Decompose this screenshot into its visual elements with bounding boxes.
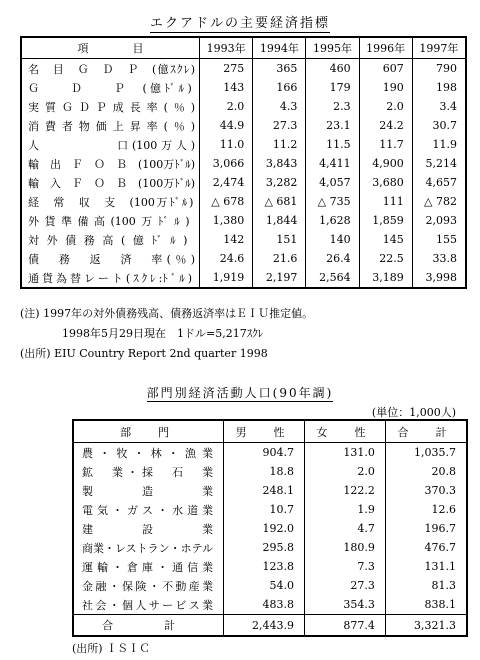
cell-value: 196.7 <box>385 519 467 538</box>
unit-label: (単位：1,000人) <box>371 406 456 419</box>
cell-value: 198 <box>412 78 466 97</box>
column-header-item: 項 目 <box>21 37 200 59</box>
cell-value: 33.8 <box>412 249 466 268</box>
table-row <box>21 154 466 173</box>
row-label: 金融・保険・不動産業 <box>82 579 214 593</box>
column-header-year: 1994年 <box>253 37 306 59</box>
cell-value: 7.3 <box>305 557 386 576</box>
table-row <box>21 230 466 249</box>
table-row <box>73 481 467 500</box>
cell-value: 140 <box>306 230 359 249</box>
cell-value: 123.8 <box>224 557 305 576</box>
table-header-row <box>73 420 467 443</box>
row-label: 製 造 業 <box>82 484 214 498</box>
cell-value: 21.6 <box>253 249 306 268</box>
cell-value: 2,197 <box>253 268 306 288</box>
row-label: 農・牧・林・漁業 <box>82 446 214 460</box>
row-label: Ｇ Ｄ Ｐ (億ﾄﾞﾙ) <box>28 81 192 95</box>
row-label: 対外債務高(億ﾄﾞﾙ) <box>28 233 188 247</box>
cell-value: 12.6 <box>385 500 467 519</box>
table-row <box>73 519 467 538</box>
cell-value: 483.8 <box>224 595 305 615</box>
cell-value: 180.9 <box>305 538 386 557</box>
cell-value: △ 735 <box>306 192 359 211</box>
table-row <box>21 116 466 135</box>
cell-value: 3,843 <box>253 154 306 173</box>
total-value: 3,321.3 <box>385 615 467 637</box>
cell-value: 3,680 <box>359 173 412 192</box>
row-label: 運輸・倉庫・通信業 <box>82 560 214 574</box>
row-label: 通貨為替レート(ｽｸﾚ:ﾄﾞﾙ) <box>28 271 193 285</box>
cell-value: 2,093 <box>412 211 466 230</box>
cell-value: 24.2 <box>359 116 412 135</box>
table-row <box>21 268 466 288</box>
cell-value: 27.3 <box>305 576 386 595</box>
cell-value: 122.2 <box>305 481 386 500</box>
cell-value: 143 <box>200 78 253 97</box>
cell-value: 155 <box>412 230 466 249</box>
row-label: 鉱 業・採 石 業 <box>82 465 214 479</box>
row-label: 債 務 返 済 率(％) <box>28 252 196 266</box>
column-header-year: 1997年 <box>412 37 466 59</box>
cell-value: 1,844 <box>253 211 306 230</box>
cell-value: 476.7 <box>385 538 467 557</box>
row-label: 電気・ガス・水道業 <box>82 503 214 517</box>
table-row <box>73 538 467 557</box>
cell-value: 145 <box>359 230 412 249</box>
cell-value: 4,411 <box>306 154 359 173</box>
cell-value: 26.4 <box>306 249 359 268</box>
column-header-sector: 部 門 <box>73 420 224 443</box>
cell-value: 190 <box>359 78 412 97</box>
table-row <box>21 78 466 97</box>
cell-value: 295.8 <box>224 538 305 557</box>
cell-value: 11.7 <box>359 135 412 154</box>
table-row <box>73 557 467 576</box>
cell-value: △ 678 <box>200 192 253 211</box>
cell-value: 11.2 <box>253 135 306 154</box>
exchange-rate-note: 1998年5月29日現在 1ドル=5,217ｽｸﾚ <box>62 327 264 340</box>
cell-value: 27.3 <box>253 116 306 135</box>
cell-value: 151 <box>253 230 306 249</box>
cell-value: 1,035.7 <box>385 443 467 463</box>
table-note: (注) 1997年の対外債務残高、債務返済率はＥＩＵ推定値。 <box>20 307 314 320</box>
row-label: 消費者物価上昇率(％) <box>28 119 196 133</box>
cell-value: 460 <box>306 59 359 79</box>
table-row <box>73 576 467 595</box>
cell-value: 2,474 <box>200 173 253 192</box>
cell-value: 3,998 <box>412 268 466 288</box>
cell-value: 607 <box>359 59 412 79</box>
total-row <box>73 615 467 637</box>
cell-value: 131.0 <box>305 443 386 463</box>
cell-value: 354.3 <box>305 595 386 615</box>
cell-value: 370.3 <box>385 481 467 500</box>
employment-table-title: 部門別経済活動人口(90年調) <box>146 386 334 400</box>
total-value: 877.4 <box>305 615 386 637</box>
cell-value: 11.9 <box>412 135 466 154</box>
cell-value: 904.7 <box>224 443 305 463</box>
cell-value: 790 <box>412 59 466 79</box>
table-row <box>73 443 467 463</box>
table-row <box>21 135 466 154</box>
cell-value: 131.1 <box>385 557 467 576</box>
cell-value: 5,214 <box>412 154 466 173</box>
employment-by-sector-table <box>72 419 468 637</box>
cell-value: 192.0 <box>224 519 305 538</box>
cell-value: 4.3 <box>253 97 306 116</box>
table-row <box>21 249 466 268</box>
column-header-male: 男 性 <box>224 420 305 443</box>
cell-value: 275 <box>200 59 253 79</box>
cell-value: 3,282 <box>253 173 306 192</box>
row-label: 輸 入 Ｆ Ｏ Ｂ (100万ﾄﾞﾙ) <box>28 176 196 190</box>
cell-value: △ 782 <box>412 192 466 211</box>
table-row <box>21 59 466 79</box>
table-row <box>21 192 466 211</box>
cell-value: 2.3 <box>306 97 359 116</box>
cell-value: 20.8 <box>385 462 467 481</box>
cell-value: 365 <box>253 59 306 79</box>
column-header-year: 1993年 <box>200 37 253 59</box>
cell-value: 22.5 <box>359 249 412 268</box>
table-row <box>73 462 467 481</box>
row-label: 経 常 収 支 (100万ﾄﾞﾙ) <box>28 195 194 209</box>
cell-value: 10.7 <box>224 500 305 519</box>
cell-value: 142 <box>200 230 253 249</box>
cell-value: 23.1 <box>306 116 359 135</box>
total-value: 2,443.9 <box>224 615 305 637</box>
cell-value: 3,189 <box>359 268 412 288</box>
row-label: 商業・レストラン・ホテル <box>82 541 214 555</box>
column-header-female: 女 性 <box>305 420 386 443</box>
cell-value: △ 681 <box>253 192 306 211</box>
cell-value: 838.1 <box>385 595 467 615</box>
cell-value: 11.5 <box>306 135 359 154</box>
table-row <box>73 595 467 615</box>
cell-value: 2.0 <box>305 462 386 481</box>
cell-value: 1,628 <box>306 211 359 230</box>
table-header-row <box>21 37 466 59</box>
table-row <box>21 97 466 116</box>
cell-value: 248.1 <box>224 481 305 500</box>
economic-indicators-title: エクアドルの主要経済指標 <box>149 16 330 31</box>
table-row <box>73 500 467 519</box>
cell-value: 166 <box>253 78 306 97</box>
row-label: 実質ＧＤＰ成長率(％) <box>28 100 196 114</box>
cell-value: 4.7 <box>305 519 386 538</box>
source-note: (出所) ＩＳＩＣ <box>72 642 151 655</box>
cell-value: 1,380 <box>200 211 253 230</box>
cell-value: 179 <box>306 78 359 97</box>
cell-value: 3.4 <box>412 97 466 116</box>
source-note: (出所) EIU Country Report 2nd quarter 1998 <box>20 347 268 360</box>
cell-value: 3,066 <box>200 154 253 173</box>
row-label: 外貨準備高(100万ﾄﾞﾙ) <box>28 214 190 228</box>
cell-value: 81.3 <box>385 576 467 595</box>
cell-value: 1,859 <box>359 211 412 230</box>
column-header-year: 1995年 <box>306 37 359 59</box>
cell-value: 54.0 <box>224 576 305 595</box>
row-label: 社会・個人サービス業 <box>82 598 214 612</box>
cell-value: 1,919 <box>200 268 253 288</box>
table-row <box>21 173 466 192</box>
cell-value: 1.9 <box>305 500 386 519</box>
cell-value: 111 <box>359 192 412 211</box>
cell-value: 11.0 <box>200 135 253 154</box>
cell-value: 4,057 <box>306 173 359 192</box>
column-header-year: 1996年 <box>359 37 412 59</box>
cell-value: 4,900 <box>359 154 412 173</box>
row-label: 建 設 業 <box>82 522 214 536</box>
cell-value: 18.8 <box>224 462 305 481</box>
cell-value: 30.7 <box>412 116 466 135</box>
cell-value: 44.9 <box>200 116 253 135</box>
cell-value: 4,657 <box>412 173 466 192</box>
row-label: 人 口(100万人) <box>28 138 196 152</box>
column-header-total: 合 計 <box>385 420 467 443</box>
row-label: 輸 出 Ｆ Ｏ Ｂ (100万ﾄﾞﾙ) <box>28 157 196 171</box>
cell-value: 2.0 <box>359 97 412 116</box>
cell-value: 2,564 <box>306 268 359 288</box>
row-label: 名 目 Ｇ Ｄ Ｐ (億ｽｸﾚ) <box>28 62 196 76</box>
cell-value: 24.6 <box>200 249 253 268</box>
cell-value: 2.0 <box>200 97 253 116</box>
total-label: 合 計 <box>73 615 224 637</box>
economic-indicators-table <box>20 36 467 289</box>
table-row <box>21 211 466 230</box>
